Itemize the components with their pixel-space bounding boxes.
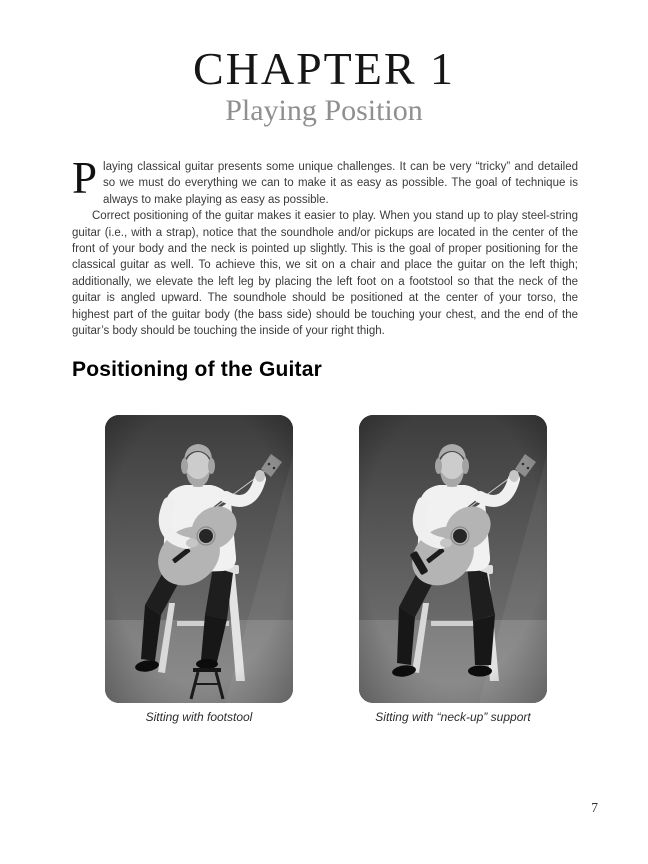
photo-sitting-neckup-support [359, 415, 547, 703]
page-number: 7 [591, 800, 598, 815]
photo-figure-neckup [359, 415, 547, 724]
photo-sitting-footstool [105, 415, 293, 703]
photo-figure-footstool [105, 415, 293, 724]
chapter-title: CHAPTER 1 [192, 43, 456, 94]
intro-paragraph-2: Correct positioning of the guitar makes it easier to play. When you stand up to play steel-string guitar (i.e., with a strap), notice that the soundhole and/or pickups are located in the center of the front of your body and the neck is pointed up slightly. This is the goal of proper positioning for the classical guitar as well. To achieve this, we sit on a chair and place the guitar on the left thigh; additionally, we elevate the left leg by placing the left foot on a footstool so that the neck of the guitar is angled upward. The soundhole should be positioned at the center of your torso, the highest part of the guitar body (the bass side) should be touching your chest, and the end of the guitar’s body should be touching the inside of your right thigh. [72, 210, 578, 338]
photo-row [105, 415, 547, 724]
guitarist-footstool-illustration [105, 415, 293, 703]
section-heading: Positioning of the Guitar [72, 358, 322, 381]
guitarist-neckup-illustration [359, 415, 547, 703]
chapter-subtitle: Playing Position [225, 94, 423, 127]
intro-text [72, 153, 578, 339]
intro-paragraph-1 [72, 153, 578, 208]
intro-paragraph-1-text: laying classical guitar presents some unique challenges. It can be very “tricky” and detailed so we must do everything we can to make it as easy as possible. The goal of technique is always to make playing as easy as possible. [103, 161, 578, 206]
photo-footstool-caption: Sitting with footstool [145, 710, 253, 724]
drop-cap: P [72, 153, 98, 203]
photo-neckup-caption: Sitting with “neck-up” support [375, 710, 531, 724]
chapter-header [0, 44, 648, 128]
